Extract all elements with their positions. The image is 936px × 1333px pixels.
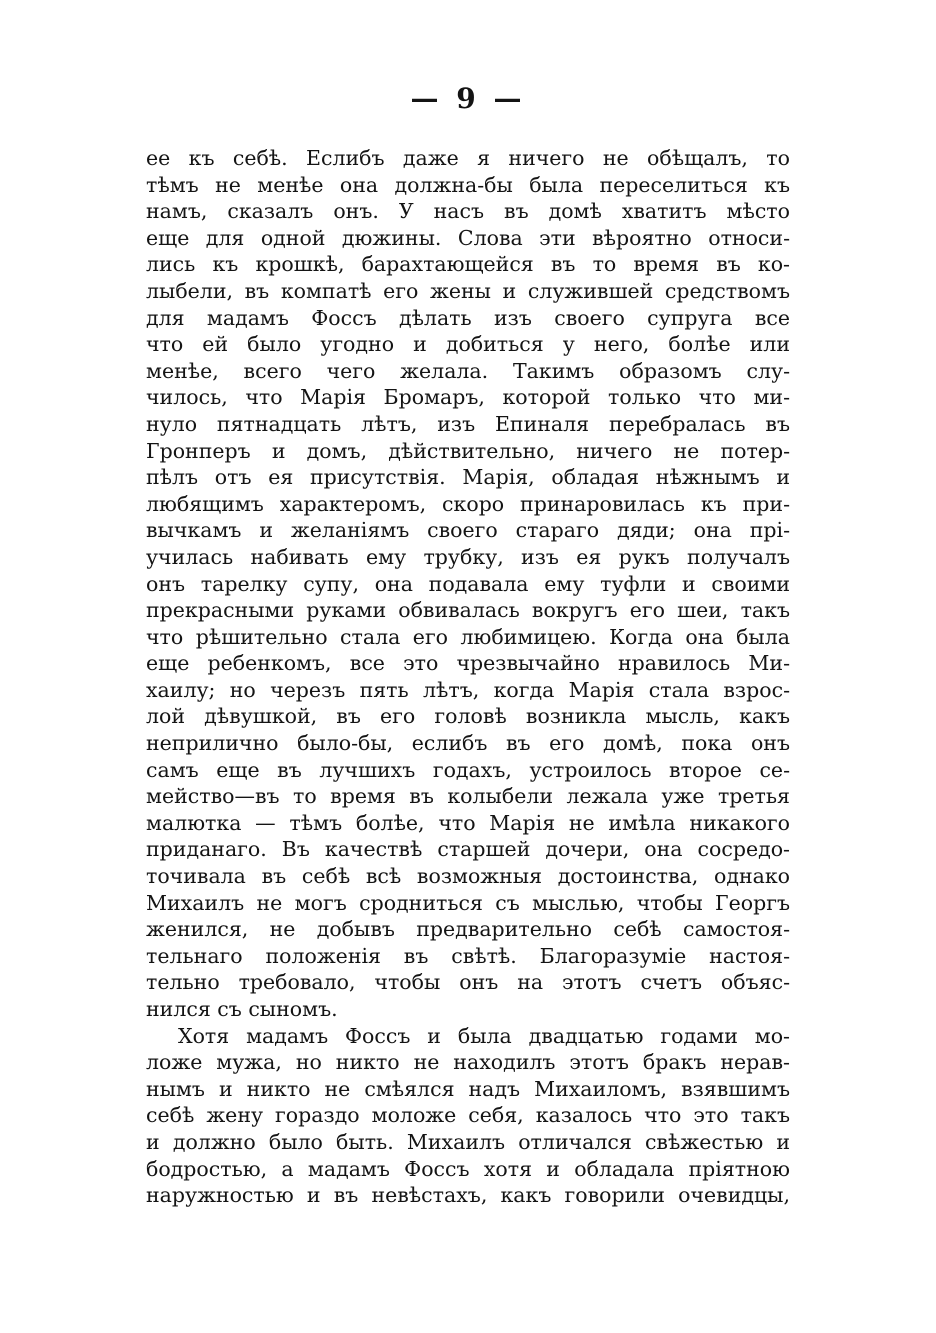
- text-line: нымъ и никто не смѣялся надъ Михаиломъ, взявшимъ: [146, 1076, 790, 1101]
- text-line: неприлично было-бы, еслибъ въ его домѣ, пока онъ: [146, 731, 790, 756]
- text-line: нуло пятнадцать лѣтъ, изъ Епиналя перебралась въ: [146, 411, 790, 436]
- text-line: вычкамъ и желаніямъ своего стараго дяди; она прі-: [146, 518, 790, 543]
- text-line: для мадамъ Фоссъ дѣлать изъ своего супруга все: [146, 305, 790, 330]
- text-line: прекрасными руками обвивалась вокругъ его шеи, такъ: [146, 598, 790, 623]
- text-line: Хотя мадамъ Фоссъ и была двадцатью годами мо-: [178, 1023, 790, 1048]
- text-line: намъ, сказалъ онъ. У насъ въ домѣ хватитъ мѣсто: [146, 199, 790, 224]
- text-line: тельно требовало, чтобы онъ на этотъ счетъ объяс-: [146, 970, 790, 995]
- text-line: училась набивать ему трубку, изъ ея рукъ получалъ: [146, 544, 790, 569]
- text-line: самъ еще въ лучшихъ годахъ, устроилось второе се-: [146, 757, 790, 782]
- text-line: пѣлъ отъ ея присутствія. Марія, обладая нѣжнымъ и: [146, 465, 790, 490]
- text-line: Гронперъ и домъ, дѣйствительно, ничего не потер-: [146, 438, 790, 463]
- text-line: лыбели, въ компатѣ его жены и служившей средствомъ: [146, 278, 790, 303]
- text-line: малютка — тѣмъ болѣе, что Марія не имѣла никакого: [146, 810, 790, 835]
- text-line: лой дѣвушкой, въ его головѣ возникла мысль, какъ: [146, 704, 790, 729]
- page-number: — 9 —: [410, 82, 526, 115]
- text-line: точивала въ себѣ всѣ возможныя достоинства, однако: [146, 864, 790, 889]
- text-line: онъ тарелку супу, она подавала ему туфли и своими: [146, 571, 790, 596]
- text-line: ее къ себѣ. Еслибъ даже я ничего не обѣщалъ, то: [146, 146, 790, 170]
- text-line: нился съ сыномъ.: [146, 997, 338, 1021]
- text-line: лись къ крошкѣ, барахтающейся въ то время въ ко-: [146, 252, 790, 277]
- text-line: себѣ жену гораздо моложе себя, казалось что это такъ: [146, 1103, 790, 1128]
- text-line: приданаго. Въ качествѣ старшей дочери, она сосредо-: [146, 837, 790, 862]
- text-line: еще для одной дюжины. Слова эти вѣроятно относи-: [146, 225, 790, 250]
- text-line: менѣе, всего чего желала. Такимъ образомъ слу-: [146, 358, 790, 383]
- text-line: тельнаго положенія въ свѣтѣ. Благоразуміе настоя-: [146, 943, 790, 968]
- text-line: что ей было угодно и добиться у него, болѣе или: [146, 332, 790, 357]
- body-text: [146, 145, 790, 1209]
- text-line: что рѣшительно стала его любимицею. Когда она была: [146, 624, 790, 649]
- text-line: мейство—въ то время въ колыбели лежала уже третья: [146, 784, 790, 809]
- text-line: хаилу; но черезъ пять лѣтъ, когда Марія стала взрос-: [146, 677, 790, 702]
- text-line: еще ребенкомъ, все это чрезвычайно нравилось Ми-: [146, 651, 790, 676]
- text-line: наружностью и въ невѣстахъ, какъ говорили очевидцы,: [146, 1183, 790, 1208]
- text-line: бодростью, а мадамъ Фоссъ хотя и обладала пріятною: [146, 1156, 790, 1181]
- text-line: Михаилъ не могъ сродниться съ мыслью, чтобы Георгъ: [146, 890, 790, 915]
- text-line: женился, не добывъ предварительно себѣ самостоя-: [146, 917, 790, 942]
- text-line: чилось, что Марія Бромаръ, которой только что ми-: [146, 385, 790, 410]
- text-line: любящимъ характеромъ, скоро принаровилась къ при-: [146, 491, 790, 516]
- text-line: ложе мужа, но никто не находилъ этотъ бракъ нерав-: [146, 1050, 790, 1075]
- text-line: тѣмъ не менѣе она должна-бы была переселиться къ: [146, 172, 790, 197]
- text-line: и должно было быть. Михаилъ отличался свѣжестью и: [146, 1129, 790, 1154]
